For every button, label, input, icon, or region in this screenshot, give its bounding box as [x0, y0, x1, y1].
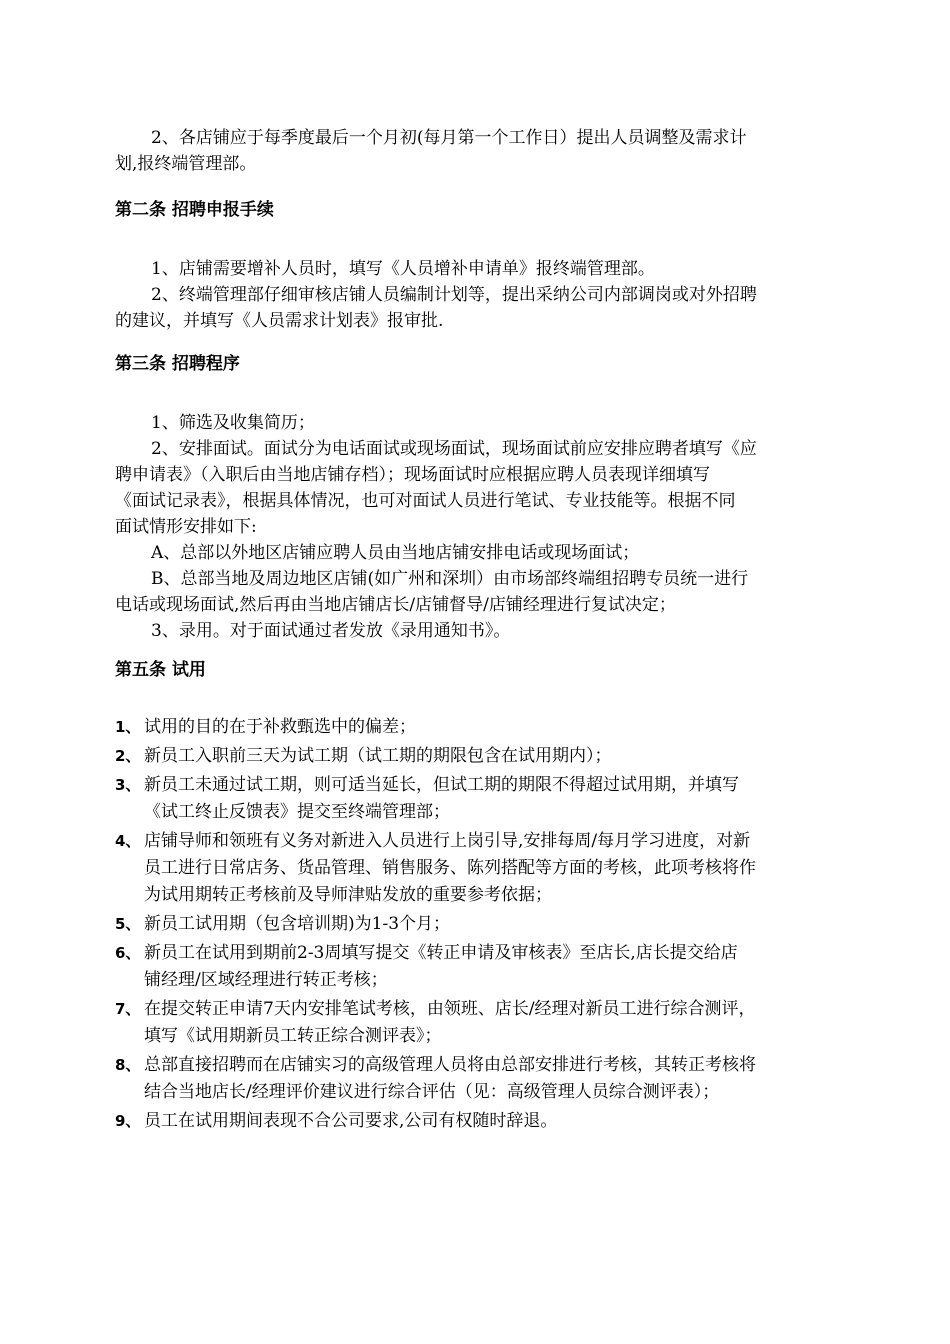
intro-line-2: 划,报终端管理部。	[115, 154, 257, 174]
list-item-line: 员工在试用期间表现不合公司要求,公司有权随时辞退。	[144, 1111, 558, 1131]
list-item	[115, 1052, 845, 1106]
list-item-line: 员工进行日常店务、货品管理、销售服务、陈列搭配等方面的考核，此项考核将作	[144, 858, 756, 878]
list-item-line: 结合当地店长/经理评价建议进行综合评估（见：高级管理人员综合测评表）；	[144, 1082, 720, 1102]
list-item-line: 新员工在试用到期前2-3周填写提交《转正申请及审核表》至店长,店长提交给店	[144, 943, 738, 963]
section-5-heading: 第五条 试用	[115, 660, 206, 680]
list-item	[115, 996, 845, 1050]
intro-line-1: 2、各店铺应于每季度最后一个月初(每月第一个工作日）提出人员调整及需求计	[151, 128, 747, 148]
section-2-heading: 第二条 招聘申报手续	[115, 200, 274, 220]
list-item-line: 新员工试用期（包含培训期)为1-3个月；	[144, 914, 451, 934]
section-3-heading: 第三条 招聘程序	[115, 354, 240, 374]
section-3-item-2-line-1: 2、安排面试。面试分为电话面试或现场面试，现场面试前应安排应聘者填写《应	[151, 439, 757, 459]
list-item-line: 《试工终止反馈表》提交至终端管理部；	[144, 802, 450, 822]
list-item-number: 9、	[115, 1112, 141, 1130]
list-item-line: 填写《试用期新员工转正综合测评表》；	[144, 1026, 442, 1046]
section-3-body	[115, 410, 835, 644]
section-2-item-2-line-2: 的建议，并填写《人员需求计划表》报审批.	[115, 311, 444, 331]
section-3-item-b-line-2: 电话或现场面试,然后再由当地店铺店长/店铺督导/店铺经理进行复试决定；	[115, 595, 676, 615]
section-3-item-b-line-1: B、总部当地及周边地区店铺(如广州和深圳）由市场部终端组招聘专员统一进行	[151, 569, 749, 589]
list-item-line: 店铺导师和领班有义务对新进入人员进行上岗引导,安排每周/每月学习进度，对新	[144, 831, 751, 851]
list-item	[115, 714, 845, 741]
list-item-number: 3、	[115, 776, 141, 794]
list-item	[115, 940, 845, 994]
list-item-number: 8、	[115, 1056, 141, 1074]
list-item-number: 1、	[115, 718, 141, 736]
section-3-item-3: 3、录用。对于面试通过者发放《录用通知书》。	[151, 621, 511, 641]
list-item	[115, 772, 845, 826]
list-item-line: 新员工入职前三天为试工期（试工期的期限包含在试用期内）；	[144, 746, 612, 766]
list-item-number: 6、	[115, 944, 141, 962]
list-item-number: 2、	[115, 747, 141, 765]
list-item-number: 4、	[115, 832, 141, 850]
section-2-body	[115, 256, 835, 334]
section-3-item-2-line-3: 《面试记录表》，根据具体情况，也可对面试人员进行笔试、专业技能等。根据不同	[115, 491, 736, 511]
list-item-line: 为试用期转正考核前及导师津贴发放的重要参考依据；	[144, 885, 552, 905]
list-item	[115, 911, 845, 938]
section-3-item-2-line-4: 面试情形安排如下:	[115, 517, 257, 537]
section-3-item-2-line-2: 聘申请表》（入职后由当地店铺存档）；现场面试时应根据应聘人员表现详细填写	[115, 465, 710, 485]
list-item-line: 试用的目的在于补救甄选中的偏差；	[144, 717, 416, 737]
section-2-item-1: 1、店铺需要增补人员时，填写《人员增补申请单》报终端管理部。	[151, 259, 655, 279]
section-2-item-2-line-1: 2、终端管理部仔细审核店铺人员编制计划等，提出采纳公司内部调岗或对外招聘	[151, 285, 757, 305]
list-item	[115, 1108, 845, 1135]
list-item-line: 在提交转正申请7天内安排笔试考核，由领班、店长/经理对新员工进行综合测评，	[144, 999, 756, 1019]
intro-paragraph	[115, 125, 835, 177]
section-3-item-a: A、总部以外地区店铺应聘人员由当地店铺安排电话或现场面试；	[151, 543, 640, 563]
list-item-line: 铺经理/区域经理进行转正考核；	[144, 970, 388, 990]
section-3-item-1: 1、筛选及收集简历；	[151, 413, 315, 433]
list-item-number: 7、	[115, 1000, 141, 1018]
list-item-line: 新员工未通过试工期，则可适当延长，但试工期的期限不得超过试用期，并填写	[144, 775, 739, 795]
list-item-line: 总部直接招聘而在店铺实习的高级管理人员将由总部安排进行考核，其转正考核将	[144, 1055, 756, 1075]
section-5-list	[115, 714, 845, 1137]
list-item	[115, 828, 845, 909]
list-item	[115, 743, 845, 770]
list-item-number: 5、	[115, 915, 141, 933]
